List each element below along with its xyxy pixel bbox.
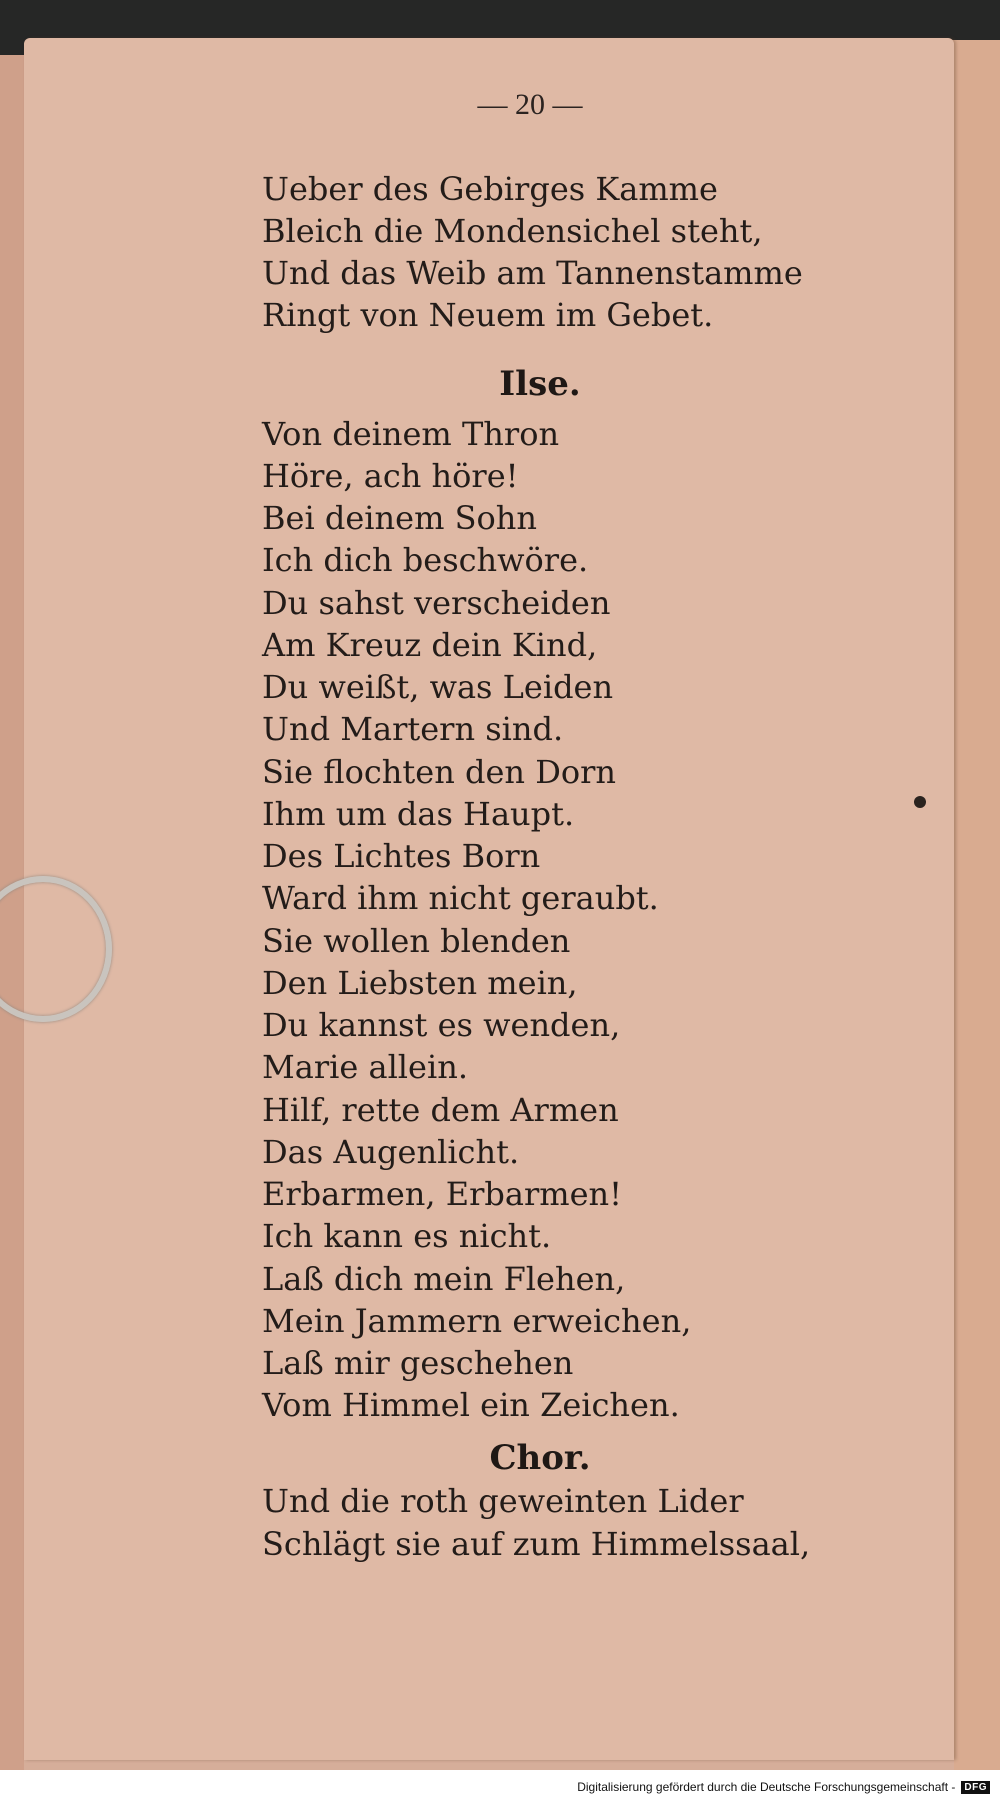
verse-line: Ward ihm nicht geraubt. [262,879,659,917]
ink-spot [914,796,926,808]
verse-line: Und Martern sind. [262,710,564,748]
verse-line: Höre, ach höre! [262,457,519,495]
verse-line: Sie flochten den Dorn [262,753,617,791]
verse-line: Laß dich mein Flehen, [262,1260,626,1298]
verse-line: Das Augenlicht. [262,1133,520,1171]
verse-line: Ueber des Gebirges Kamme [262,170,718,208]
verse-line: Ich kann es nicht. [262,1217,552,1255]
page-number: — 20 — [477,88,583,121]
verse-line: Ich dich beschwöre. [262,541,589,579]
verse-line: Ringt von Neuem im Gebet. [262,296,714,334]
verse-line: Marie allein. [262,1048,468,1086]
credit-text: Digitalisierung gefördert durch die Deutsche Forschungsgemeinschaft - [577,1780,956,1794]
digitization-credit [577,1780,990,1794]
verse-line: Und das Weib am Tannenstamme [262,254,803,292]
verse-line: Den Liebsten mein, [262,964,578,1002]
verse-line: Mein Jammern erweichen, [262,1302,692,1340]
verse-line: Bei deinem Sohn [262,499,537,537]
verse-line: Hilf, rette dem Armen [262,1091,619,1129]
dfg-logo: DFG [961,1781,990,1794]
verse-line: Bleich die Mondensichel steht, [262,212,763,250]
verse-line: Du weißt, was Leiden [262,668,614,706]
verse-line: Vom Himmel ein Zeichen. [262,1386,680,1424]
verse-line: Des Lichtes Born [262,837,541,875]
underlying-page-edge [950,40,1000,1770]
verse-line: Und die roth geweinten Lider [262,1482,744,1520]
speaker-heading: Ilse. [499,364,581,404]
verse-line: Schlägt sie auf zum Himmelssaal, [262,1525,811,1563]
verse-line: Du sahst verscheiden [262,584,611,622]
verse-line: Sie wollen blenden [262,922,571,960]
verse-line: Laß mir geschehen [262,1344,574,1382]
verse-line: Von deinem Thron [262,415,560,453]
verse-line: Ihm um das Haupt. [262,795,575,833]
verse-line: Du kannst es wenden, [262,1006,621,1044]
verse-line: Am Kreuz dein Kind, [262,626,598,664]
binding-ring [0,876,112,1022]
chorus-heading: Chor. [489,1438,591,1478]
verse-line: Erbarmen, Erbarmen! [262,1175,623,1213]
